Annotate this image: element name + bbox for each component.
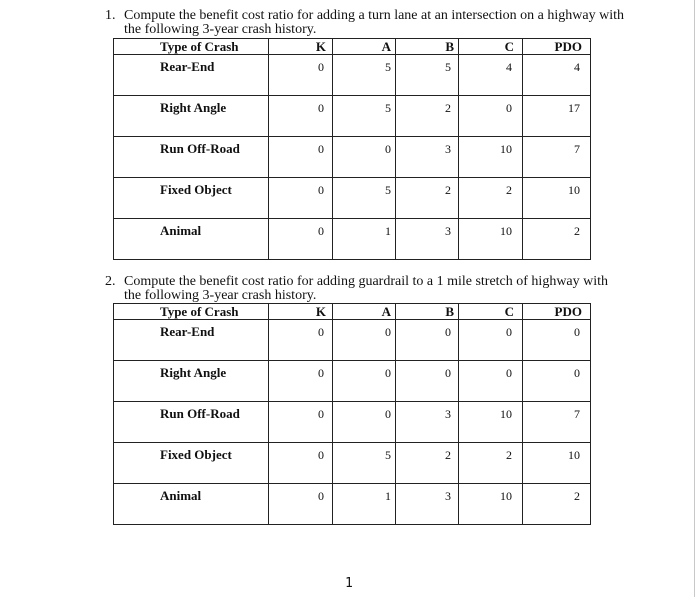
header-b: B <box>396 39 459 55</box>
a-value-cell: 0 <box>333 361 396 402</box>
pdo-value-cell: 7 <box>523 402 591 443</box>
pdo-value-cell: 0 <box>523 361 591 402</box>
header-type-of-crash: Type of Crash <box>114 304 269 320</box>
c-value-cell: 0 <box>459 361 523 402</box>
table-row <box>114 320 591 361</box>
a-value-cell: 5 <box>333 55 396 96</box>
crash-type-cell: Right Angle <box>114 361 269 402</box>
table-row <box>114 484 591 525</box>
question-number: 1. <box>105 8 116 23</box>
header-c: C <box>459 304 523 320</box>
k-value-cell: 0 <box>269 137 333 178</box>
pdo-value-cell: 7 <box>523 137 591 178</box>
question-text-line-1: Compute the benefit cost ratio for adding guardrail to a 1 mile stretch of highway with <box>124 274 609 289</box>
crash-type-cell: Right Angle <box>114 96 269 137</box>
k-value-cell: 0 <box>269 320 333 361</box>
b-value-cell: 3 <box>396 484 459 525</box>
pdo-value-cell: 0 <box>523 320 591 361</box>
b-value-cell: 2 <box>396 178 459 219</box>
k-value-cell: 0 <box>269 55 333 96</box>
crash-type-cell: Rear-End <box>114 320 269 361</box>
table-row <box>114 219 591 260</box>
a-value-cell: 1 <box>333 219 396 260</box>
crash-type-cell: Fixed Object <box>114 178 269 219</box>
pdo-value-cell: 4 <box>523 55 591 96</box>
b-value-cell: 5 <box>396 55 459 96</box>
k-value-cell: 0 <box>269 178 333 219</box>
pdo-value-cell: 2 <box>523 219 591 260</box>
a-value-cell: 5 <box>333 96 396 137</box>
crash-type-cell: Animal <box>114 484 269 525</box>
a-value-cell: 0 <box>333 402 396 443</box>
table-row <box>114 402 591 443</box>
c-value-cell: 2 <box>459 178 523 219</box>
crash-type-cell: Fixed Object <box>114 443 269 484</box>
crash-type-cell: Rear-End <box>114 55 269 96</box>
pdo-value-cell: 10 <box>523 443 591 484</box>
header-pdo: PDO <box>523 39 591 55</box>
header-pdo: PDO <box>523 304 591 320</box>
table-row <box>114 55 591 96</box>
k-value-cell: 0 <box>269 443 333 484</box>
c-value-cell: 10 <box>459 484 523 525</box>
a-value-cell: 1 <box>333 484 396 525</box>
table-row <box>114 361 591 402</box>
k-value-cell: 0 <box>269 402 333 443</box>
k-value-cell: 0 <box>269 96 333 137</box>
table-row <box>114 96 591 137</box>
c-value-cell: 0 <box>459 320 523 361</box>
page-number: 1 <box>345 576 353 591</box>
crash-type-cell: Animal <box>114 219 269 260</box>
c-value-cell: 10 <box>459 402 523 443</box>
pdo-value-cell: 10 <box>523 178 591 219</box>
table-header-row <box>114 39 591 55</box>
question-number: 2. <box>105 274 116 289</box>
crash-history-table-2 <box>113 303 591 525</box>
table-row <box>114 137 591 178</box>
header-a: A <box>333 304 396 320</box>
header-a: A <box>333 39 396 55</box>
c-value-cell: 10 <box>459 137 523 178</box>
question-text-line-2: the following 3-year crash history. <box>124 22 317 37</box>
a-value-cell: 5 <box>333 443 396 484</box>
b-value-cell: 3 <box>396 402 459 443</box>
question-text-line-1: Compute the benefit cost ratio for adding a turn lane at an intersection on a highway with <box>124 8 624 23</box>
c-value-cell: 10 <box>459 219 523 260</box>
table-row <box>114 443 591 484</box>
table-header-row <box>114 304 591 320</box>
a-value-cell: 0 <box>333 320 396 361</box>
table-row <box>114 178 591 219</box>
question-2 <box>105 274 665 304</box>
k-value-cell: 0 <box>269 484 333 525</box>
b-value-cell: 2 <box>396 96 459 137</box>
k-value-cell: 0 <box>269 219 333 260</box>
pdo-value-cell: 17 <box>523 96 591 137</box>
b-value-cell: 3 <box>396 219 459 260</box>
header-type-of-crash: Type of Crash <box>114 39 269 55</box>
c-value-cell: 0 <box>459 96 523 137</box>
crash-type-cell: Run Off-Road <box>114 137 269 178</box>
header-k: K <box>269 304 333 320</box>
a-value-cell: 5 <box>333 178 396 219</box>
question-1 <box>105 8 665 38</box>
pdo-value-cell: 2 <box>523 484 591 525</box>
header-b: B <box>396 304 459 320</box>
question-text-line-2: the following 3-year crash history. <box>124 288 317 303</box>
k-value-cell: 0 <box>269 361 333 402</box>
a-value-cell: 0 <box>333 137 396 178</box>
page-edge-divider <box>694 0 695 597</box>
header-c: C <box>459 39 523 55</box>
crash-type-cell: Run Off-Road <box>114 402 269 443</box>
c-value-cell: 4 <box>459 55 523 96</box>
b-value-cell: 3 <box>396 137 459 178</box>
b-value-cell: 0 <box>396 320 459 361</box>
b-value-cell: 2 <box>396 443 459 484</box>
b-value-cell: 0 <box>396 361 459 402</box>
c-value-cell: 2 <box>459 443 523 484</box>
crash-history-table-1 <box>113 38 591 260</box>
header-k: K <box>269 39 333 55</box>
